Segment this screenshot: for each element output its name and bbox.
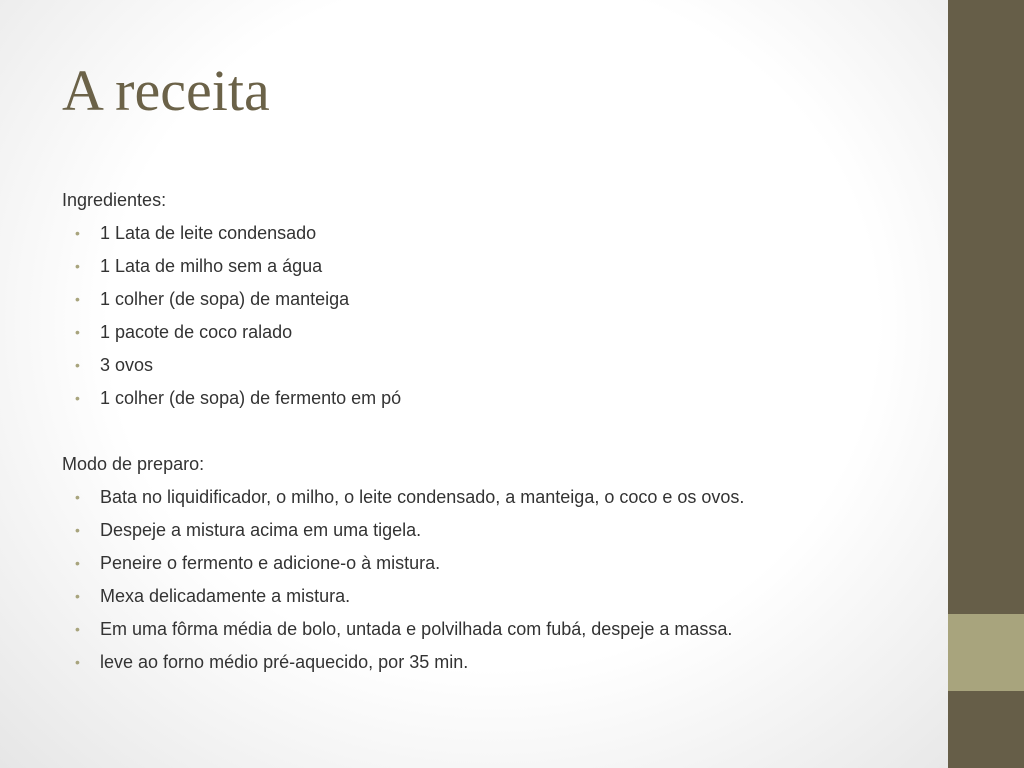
preparation-list	[62, 481, 922, 679]
ingredient-text: 3 ovos	[100, 355, 154, 375]
bullet-icon: •	[75, 258, 80, 274]
preparation-step-text: Em uma fôrma média de bolo, untada e polvilhada com fubá, despeje a massa.	[100, 619, 733, 639]
preparation-step	[62, 481, 922, 514]
preparation-step-text: Peneire o fermento e adicione-o à mistura.	[100, 553, 441, 573]
ingredient-text: 1 colher (de sopa) de fermento em pó	[100, 388, 402, 408]
ingredients-heading: Ingredientes:	[62, 190, 167, 210]
bullet-icon: •	[75, 555, 80, 571]
bullet-icon: •	[75, 324, 80, 340]
ingredient-item	[62, 250, 922, 283]
bullet-icon: •	[75, 654, 80, 670]
bullet-icon: •	[75, 522, 80, 538]
preparation-step-text: Despeje a mistura acima em uma tigela.	[100, 520, 422, 540]
ingredient-item	[62, 217, 922, 250]
ingredient-item	[62, 283, 922, 316]
ingredient-text: 1 Lata de leite condensado	[100, 223, 317, 243]
preparation-step	[62, 547, 922, 580]
bullet-icon: •	[75, 588, 80, 604]
decorative-side-bar-accent	[948, 614, 1024, 691]
preparation-step	[62, 646, 922, 679]
preparation-step-text: leve ao forno médio pré-aquecido, por 35 min.	[100, 652, 469, 672]
preparation-step	[62, 514, 922, 547]
preparation-step	[62, 580, 922, 613]
preparation-step-text: Mexa delicadamente a mistura.	[100, 586, 351, 606]
bullet-icon: •	[75, 489, 80, 505]
ingredient-text: 1 Lata de milho sem a água	[100, 256, 323, 276]
ingredients-list	[62, 217, 922, 415]
bullet-icon: •	[75, 291, 80, 307]
ingredient-item	[62, 382, 922, 415]
section-spacer	[62, 415, 922, 448]
preparation-heading: Modo de preparo:	[62, 454, 205, 474]
slide-title: A receita	[62, 58, 270, 123]
preparation-step	[62, 613, 922, 646]
ingredient-item	[62, 349, 922, 382]
bullet-icon: •	[75, 621, 80, 637]
ingredient-text: 1 colher (de sopa) de manteiga	[100, 289, 350, 309]
ingredient-text: 1 pacote de coco ralado	[100, 322, 293, 342]
bullet-icon: •	[75, 225, 80, 241]
bullet-icon: •	[75, 390, 80, 406]
ingredient-item	[62, 316, 922, 349]
bullet-icon: •	[75, 357, 80, 373]
slide-content	[62, 184, 922, 679]
preparation-step-text: Bata no liquidificador, o milho, o leite condensado, a manteiga, o coco e os ovos.	[100, 487, 745, 507]
